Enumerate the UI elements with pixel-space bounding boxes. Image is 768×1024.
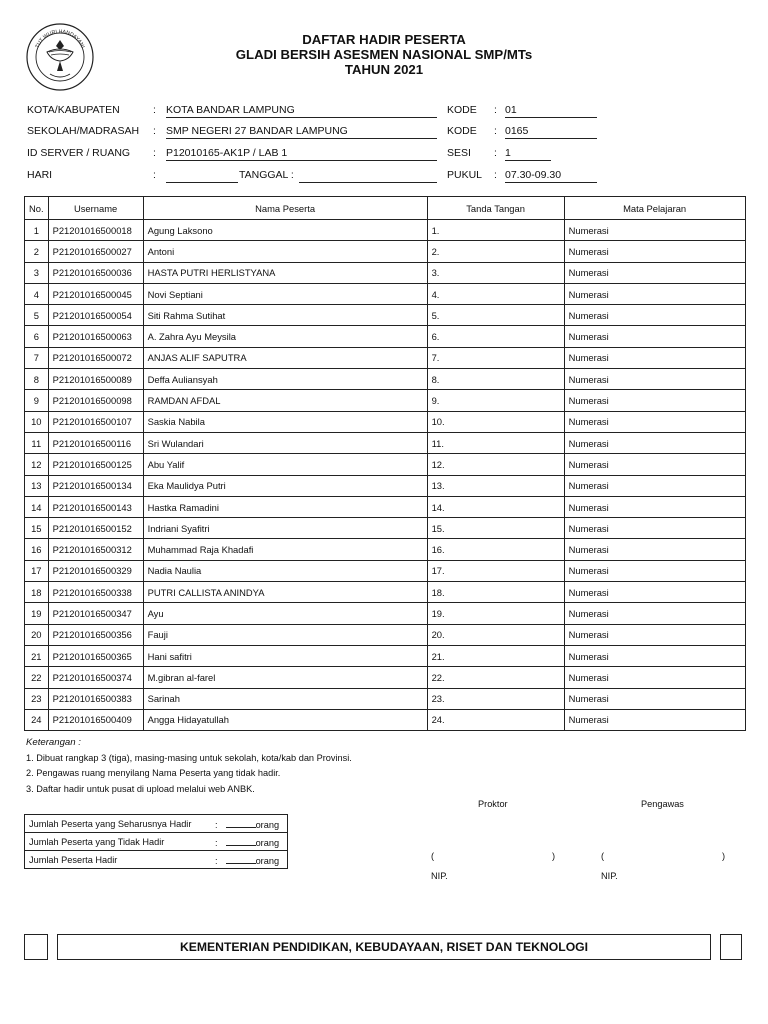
row-mata-pelajaran: Numerasi xyxy=(564,411,745,432)
summary-label: Jumlah Peserta yang Seharusnya Hadir xyxy=(29,818,192,829)
row-number: 22 xyxy=(25,667,49,688)
colon: : xyxy=(215,855,218,866)
row-signature: 13. xyxy=(427,475,564,496)
header-mata-pelajaran: Mata Pelajaran xyxy=(564,197,745,220)
title-line-1: DAFTAR HADIR PESERTA xyxy=(302,32,466,47)
table-row xyxy=(25,326,746,347)
row-signature: 21. xyxy=(427,645,564,666)
table-row xyxy=(25,390,746,411)
kode2-label: KODE xyxy=(447,125,477,137)
row-username: P21201016500329 xyxy=(48,560,143,581)
footer-left-box xyxy=(24,934,48,960)
row-signature: 24. xyxy=(427,709,564,730)
row-signature: 8. xyxy=(427,369,564,390)
row-mata-pelajaran: Numerasi xyxy=(564,709,745,730)
row-nama: PUTRI CALLISTA ANINDYA xyxy=(143,582,427,603)
summary-value-cell xyxy=(211,851,288,869)
row-mata-pelajaran: Numerasi xyxy=(564,369,745,390)
row-signature: 11. xyxy=(427,432,564,453)
pukul-value: 07.30-09.30 xyxy=(505,169,597,183)
row-signature: 20. xyxy=(427,624,564,645)
row-nama: Novi Septiani xyxy=(143,283,427,304)
table-row xyxy=(25,305,746,326)
row-signature: 5. xyxy=(427,305,564,326)
colon: : xyxy=(494,104,497,116)
row-nama: M.gibran al-farel xyxy=(143,667,427,688)
row-nama: Nadia Naulia xyxy=(143,560,427,581)
table-row xyxy=(25,709,746,730)
row-signature: 9. xyxy=(427,390,564,411)
row-number: 24 xyxy=(25,709,49,730)
row-nama: Sri Wulandari xyxy=(143,432,427,453)
row-signature: 2. xyxy=(427,241,564,262)
row-signature: 18. xyxy=(427,582,564,603)
row-username: P21201016500152 xyxy=(48,518,143,539)
table-header-row xyxy=(25,197,746,220)
row-username: P21201016500365 xyxy=(48,645,143,666)
row-number: 8 xyxy=(25,369,49,390)
row-signature: 4. xyxy=(427,283,564,304)
row-nama: Hani safitri xyxy=(143,645,427,666)
proktor-nip: NIP. xyxy=(431,871,448,881)
colon: : xyxy=(215,837,218,848)
pengawas-close-paren: ) xyxy=(722,851,726,861)
row-mata-pelajaran: Numerasi xyxy=(564,518,745,539)
title-line-2: GLADI BERSIH ASESMEN NASIONAL SMP/MTs xyxy=(235,47,533,62)
summary-blank xyxy=(226,818,256,828)
row-signature: 7. xyxy=(427,347,564,368)
summary-label-cell xyxy=(25,815,212,833)
pukul-label: PUKUL xyxy=(447,169,483,181)
row-mata-pelajaran: Numerasi xyxy=(564,454,745,475)
header-username: Username xyxy=(48,197,143,220)
row-mata-pelajaran: Numerasi xyxy=(564,582,745,603)
kode1-label: KODE xyxy=(447,104,477,116)
table-row xyxy=(25,241,746,262)
kode1-value: 01 xyxy=(505,104,597,118)
row-mata-pelajaran: Numerasi xyxy=(564,220,745,241)
row-number: 18 xyxy=(25,582,49,603)
document-title xyxy=(0,32,768,77)
kota-label: KOTA/KABUPATEN xyxy=(27,104,120,116)
row-username: P21201016500374 xyxy=(48,667,143,688)
table-row xyxy=(25,560,746,581)
row-signature: 14. xyxy=(427,496,564,517)
summary-value-cell xyxy=(211,833,288,851)
row-number: 12 xyxy=(25,454,49,475)
header-nama: Nama Peserta xyxy=(143,197,427,220)
summary-label-cell xyxy=(25,851,212,869)
row-signature: 12. xyxy=(427,454,564,475)
table-row xyxy=(25,347,746,368)
row-username: P21201016500116 xyxy=(48,432,143,453)
table-row xyxy=(25,411,746,432)
row-signature: 6. xyxy=(427,326,564,347)
row-signature: 10. xyxy=(427,411,564,432)
server-value: P12010165-AK1P / LAB 1 xyxy=(166,147,437,161)
summary-blank xyxy=(226,854,256,864)
table-row xyxy=(25,496,746,517)
row-number: 2 xyxy=(25,241,49,262)
kode2-value: 0165 xyxy=(505,125,597,139)
header-no: No. xyxy=(25,197,49,220)
row-mata-pelajaran: Numerasi xyxy=(564,539,745,560)
note-item: 3. Daftar hadir untuk pusat di upload melalui web ANBK. xyxy=(26,784,255,794)
row-signature: 1. xyxy=(427,220,564,241)
row-username: P21201016500347 xyxy=(48,603,143,624)
row-mata-pelajaran: Numerasi xyxy=(564,262,745,283)
row-nama: Eka Maulidya Putri xyxy=(143,475,427,496)
row-username: P21201016500018 xyxy=(48,220,143,241)
row-mata-pelajaran: Numerasi xyxy=(564,326,745,347)
row-number: 5 xyxy=(25,305,49,326)
footer-right-box xyxy=(720,934,742,960)
row-number: 23 xyxy=(25,688,49,709)
note-item: 2. Pengawas ruang menyilang Nama Peserta yang tidak hadir. xyxy=(26,768,281,778)
sesi-label: SESI xyxy=(447,147,471,159)
row-mata-pelajaran: Numerasi xyxy=(564,667,745,688)
colon: : xyxy=(153,169,156,181)
row-username: P21201016500036 xyxy=(48,262,143,283)
row-nama: Deffa Auliansyah xyxy=(143,369,427,390)
row-username: P21201016500409 xyxy=(48,709,143,730)
tanggal-label: TANGGAL : xyxy=(239,169,294,181)
row-signature: 23. xyxy=(427,688,564,709)
row-number: 3 xyxy=(25,262,49,283)
summary-row xyxy=(25,851,288,869)
hari-value xyxy=(166,169,238,183)
row-number: 1 xyxy=(25,220,49,241)
table-row xyxy=(25,688,746,709)
row-signature: 17. xyxy=(427,560,564,581)
row-nama: A. Zahra Ayu Meysila xyxy=(143,326,427,347)
row-number: 6 xyxy=(25,326,49,347)
table-row xyxy=(25,645,746,666)
summary-row xyxy=(25,833,288,851)
row-number: 13 xyxy=(25,475,49,496)
row-mata-pelajaran: Numerasi xyxy=(564,645,745,666)
attendance-table xyxy=(24,196,746,731)
table-row xyxy=(25,603,746,624)
row-nama: Angga Hidayatullah xyxy=(143,709,427,730)
row-mata-pelajaran: Numerasi xyxy=(564,241,745,262)
row-nama: Indriani Syafitri xyxy=(143,518,427,539)
row-username: P21201016500383 xyxy=(48,688,143,709)
row-username: P21201016500312 xyxy=(48,539,143,560)
row-nama: Siti Rahma Sutihat xyxy=(143,305,427,326)
kota-value: KOTA BANDAR LAMPUNG xyxy=(166,104,437,118)
row-username: P21201016500027 xyxy=(48,241,143,262)
row-username: P21201016500356 xyxy=(48,624,143,645)
row-number: 14 xyxy=(25,496,49,517)
row-number: 7 xyxy=(25,347,49,368)
row-nama: Abu Yalif xyxy=(143,454,427,475)
row-signature: 15. xyxy=(427,518,564,539)
proktor-close-paren: ) xyxy=(552,851,556,861)
row-nama: Sarinah xyxy=(143,688,427,709)
row-nama: HASTA PUTRI HERLISTYANA xyxy=(143,262,427,283)
server-label: ID SERVER / RUANG xyxy=(27,147,131,159)
row-username: P21201016500089 xyxy=(48,369,143,390)
row-nama: Saskia Nabila xyxy=(143,411,427,432)
row-nama: Fauji xyxy=(143,624,427,645)
row-nama: Agung Laksono xyxy=(143,220,427,241)
hari-label: HARI xyxy=(27,169,53,181)
summary-label: Jumlah Peserta yang Tidak Hadir xyxy=(29,836,165,847)
row-number: 17 xyxy=(25,560,49,581)
row-number: 9 xyxy=(25,390,49,411)
table-row xyxy=(25,283,746,304)
row-signature: 22. xyxy=(427,667,564,688)
row-mata-pelajaran: Numerasi xyxy=(564,390,745,411)
sekolah-value: SMP NEGERI 27 BANDAR LAMPUNG xyxy=(166,125,437,139)
row-number: 19 xyxy=(25,603,49,624)
colon: : xyxy=(494,169,497,181)
table-row xyxy=(25,582,746,603)
table-row xyxy=(25,518,746,539)
row-nama: Muhammad Raja Khadafi xyxy=(143,539,427,560)
row-username: P21201016500063 xyxy=(48,326,143,347)
summary-blank xyxy=(226,836,256,846)
row-username: P21201016500098 xyxy=(48,390,143,411)
summary-unit: orang xyxy=(255,855,280,866)
row-nama: ANJAS ALIF SAPUTRA xyxy=(143,347,427,368)
row-signature: 19. xyxy=(427,603,564,624)
table-row xyxy=(25,624,746,645)
row-number: 11 xyxy=(25,432,49,453)
row-mata-pelajaran: Numerasi xyxy=(564,624,745,645)
row-number: 10 xyxy=(25,411,49,432)
tanggal-value xyxy=(299,169,437,183)
table-row xyxy=(25,262,746,283)
row-number: 20 xyxy=(25,624,49,645)
notes-title: Keterangan : xyxy=(26,737,81,748)
table-row xyxy=(25,369,746,390)
row-mata-pelajaran: Numerasi xyxy=(564,432,745,453)
row-number: 15 xyxy=(25,518,49,539)
row-nama: Ayu xyxy=(143,603,427,624)
colon: : xyxy=(153,147,156,159)
row-mata-pelajaran: Numerasi xyxy=(564,496,745,517)
row-number: 4 xyxy=(25,283,49,304)
row-mata-pelajaran: Numerasi xyxy=(564,560,745,581)
row-signature: 16. xyxy=(427,539,564,560)
row-signature: 3. xyxy=(427,262,564,283)
logo-lettering: TUT WURI HANDAYANI xyxy=(34,28,86,50)
proktor-label: Proktor xyxy=(478,799,508,809)
row-username: P21201016500054 xyxy=(48,305,143,326)
pengawas-nip: NIP. xyxy=(601,871,618,881)
row-username: P21201016500107 xyxy=(48,411,143,432)
summary-unit: orang xyxy=(255,837,280,848)
row-mata-pelajaran: Numerasi xyxy=(564,283,745,304)
summary-table xyxy=(24,814,288,869)
table-row xyxy=(25,667,746,688)
table-row xyxy=(25,539,746,560)
colon: : xyxy=(494,125,497,137)
footer-ministry: KEMENTERIAN PENDIDIKAN, KEBUDAYAAN, RISET DAN TEKNOLOGI xyxy=(57,934,711,960)
row-username: P21201016500072 xyxy=(48,347,143,368)
sekolah-label: SEKOLAH/MADRASAH xyxy=(27,125,140,137)
summary-value-cell xyxy=(211,815,288,833)
row-number: 16 xyxy=(25,539,49,560)
table-row xyxy=(25,475,746,496)
row-username: P21201016500134 xyxy=(48,475,143,496)
summary-label-cell xyxy=(25,833,212,851)
row-mata-pelajaran: Numerasi xyxy=(564,603,745,624)
pengawas-open-paren: ( xyxy=(601,851,605,861)
colon: : xyxy=(494,147,497,159)
row-username: P21201016500045 xyxy=(48,283,143,304)
row-mata-pelajaran: Numerasi xyxy=(564,688,745,709)
note-item: 1. Dibuat rangkap 3 (tiga), masing-masing untuk sekolah, kota/kab dan Provinsi. xyxy=(26,753,352,763)
row-number: 21 xyxy=(25,645,49,666)
table-row xyxy=(25,454,746,475)
row-username: P21201016500125 xyxy=(48,454,143,475)
summary-row xyxy=(25,815,288,833)
row-nama: RAMDAN AFDAL xyxy=(143,390,427,411)
summary-unit: orang xyxy=(255,819,280,830)
row-nama: Antoni xyxy=(143,241,427,262)
header-tanda-tangan: Tanda Tangan xyxy=(427,197,564,220)
table-row xyxy=(25,220,746,241)
row-mata-pelajaran: Numerasi xyxy=(564,475,745,496)
table-row xyxy=(25,432,746,453)
row-mata-pelajaran: Numerasi xyxy=(564,305,745,326)
pengawas-label: Pengawas xyxy=(641,799,684,809)
proktor-open-paren: ( xyxy=(431,851,435,861)
sesi-value: 1 xyxy=(505,147,551,161)
title-line-3: TAHUN 2021 xyxy=(344,62,424,77)
row-username: P21201016500143 xyxy=(48,496,143,517)
row-mata-pelajaran: Numerasi xyxy=(564,347,745,368)
row-nama: Hastka Ramadini xyxy=(143,496,427,517)
summary-label: Jumlah Peserta Hadir xyxy=(29,854,118,865)
colon: : xyxy=(215,819,218,830)
colon: : xyxy=(153,125,156,137)
colon: : xyxy=(153,104,156,116)
row-username: P21201016500338 xyxy=(48,582,143,603)
